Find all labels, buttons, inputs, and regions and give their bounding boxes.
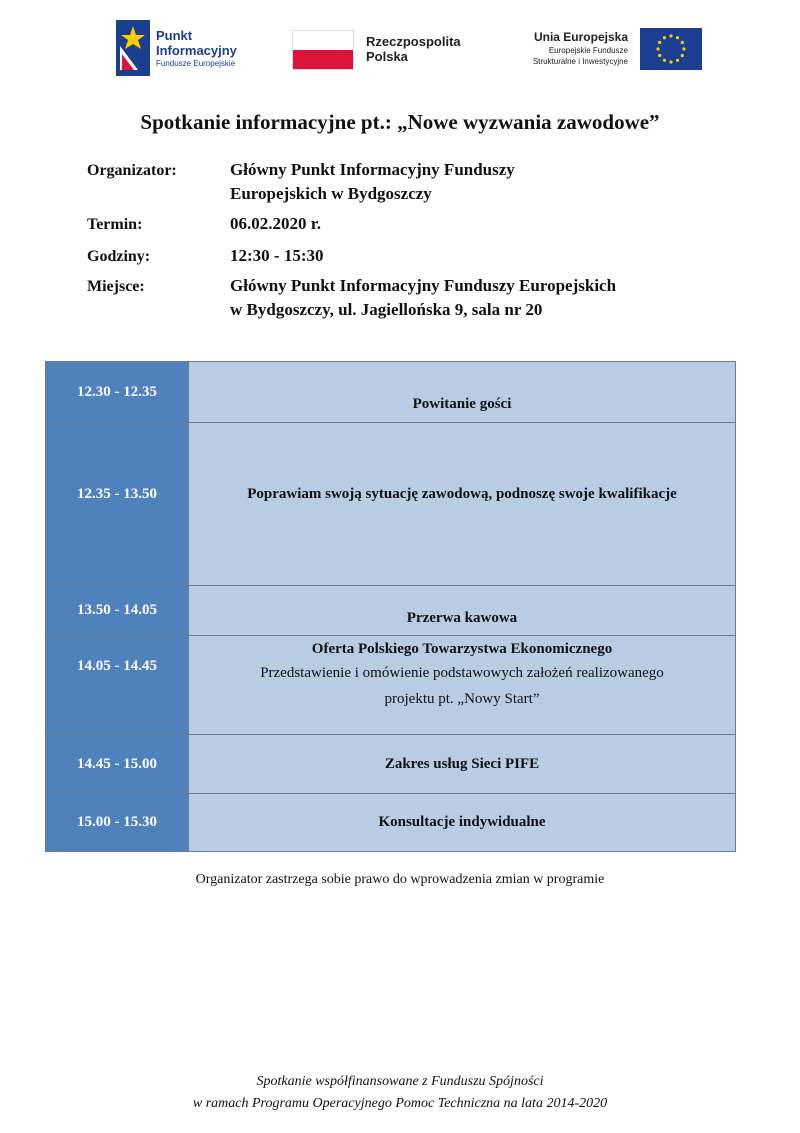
place-label: Miejsce: (87, 278, 145, 295)
footer-line2: w ramach Programu Operacyjnego Pomoc Techniczna na lata 2014-2020 (192, 1096, 608, 1111)
agenda-time: 15.00 - 15.30 (46, 794, 189, 852)
agenda-topic: Poprawiam swoją sytuację zawodową, podnoszę swoje kwalifikacje (189, 423, 736, 586)
logo-bar (0, 18, 800, 80)
page-title: Spotkanie informacyjne pt.: „Nowe wyzwania zawodowe” (140, 110, 660, 134)
poland-flag-icon (292, 30, 354, 70)
funds-logo-line3: Fundusze Europejskie (156, 59, 236, 68)
eu-logo (498, 26, 708, 74)
funds-logo-line1: Punkt (156, 28, 193, 43)
agenda-time: 12.35 - 13.50 (46, 423, 189, 586)
place-line2: w Bydgoszczy, ul. Jagiellońska 9, sala nr 20 (230, 300, 543, 319)
hours-value: 12:30 - 15:30 (230, 246, 324, 265)
poland-logo-line2: Polska (366, 49, 408, 64)
agenda-row (46, 636, 736, 735)
agenda-topic-description-line1: Przedstawienie i omówienie podstawowych założeń realizowanego (260, 665, 664, 681)
agenda-row (46, 362, 736, 423)
agenda-time: 14.05 - 14.45 (46, 636, 189, 735)
date-label: Termin: (87, 216, 143, 233)
agenda-table (45, 361, 736, 852)
place-value (230, 274, 616, 322)
footer-line1: Spotkanie współfinansowane z Funduszu Spójności (256, 1074, 544, 1089)
agenda-row (46, 735, 736, 794)
agenda-row (46, 794, 736, 852)
funds-logo (116, 20, 266, 78)
poland-logo-text (366, 34, 461, 64)
cofinancing-footer (0, 1071, 800, 1115)
funds-star-icon (116, 20, 150, 76)
poland-logo (292, 28, 472, 74)
eu-logo-line3: Strukturalne i Inwestycyjne (532, 57, 628, 66)
agenda-row (46, 423, 736, 586)
agenda-topic-description-line2: projektu pt. „Nowy Start” (384, 691, 540, 707)
agenda-time: 14.45 - 15.00 (46, 735, 189, 794)
agenda-topic: Konsultacje indywidualne (189, 794, 736, 852)
agenda-topic: Przerwa kawowa (189, 586, 736, 636)
agenda-topic-block (189, 636, 736, 735)
organizer-label: Organizator: (87, 162, 177, 179)
eu-logo-line1: Unia Europejska (533, 30, 628, 44)
funds-logo-text (156, 28, 237, 70)
agenda-topic: Zakres usług Sieci PIFE (189, 735, 736, 794)
agenda-time: 13.50 - 14.05 (46, 586, 189, 636)
funds-logo-line2: Informacyjny (156, 43, 237, 58)
organizer-value (230, 158, 515, 206)
agenda-row (46, 586, 736, 636)
agenda-topic: Oferta Polskiego Towarzystwa Ekonomicznego (311, 641, 613, 657)
organizer-line2: Europejskich w Bydgoszczy (230, 184, 432, 203)
date-value: 06.02.2020 r. (230, 214, 321, 233)
hours-label: Godziny: (87, 248, 151, 265)
eu-logo-line2: Europejskie Fundusze (548, 46, 628, 55)
agenda-time: 12.30 - 12.35 (46, 362, 189, 423)
eu-logo-text (533, 30, 628, 67)
place-line1: Główny Punkt Informacyjny Funduszy Europejskich (230, 276, 617, 295)
organizer-line1: Główny Punkt Informacyjny Funduszy (230, 160, 515, 179)
poland-logo-line1: Rzeczpospolita (366, 34, 461, 49)
disclaimer-note: Organizator zastrzega sobie prawo do wprowadzenia zmian w programie (195, 872, 605, 887)
agenda-topic: Powitanie gości (189, 362, 736, 423)
eu-flag-icon (640, 28, 702, 70)
